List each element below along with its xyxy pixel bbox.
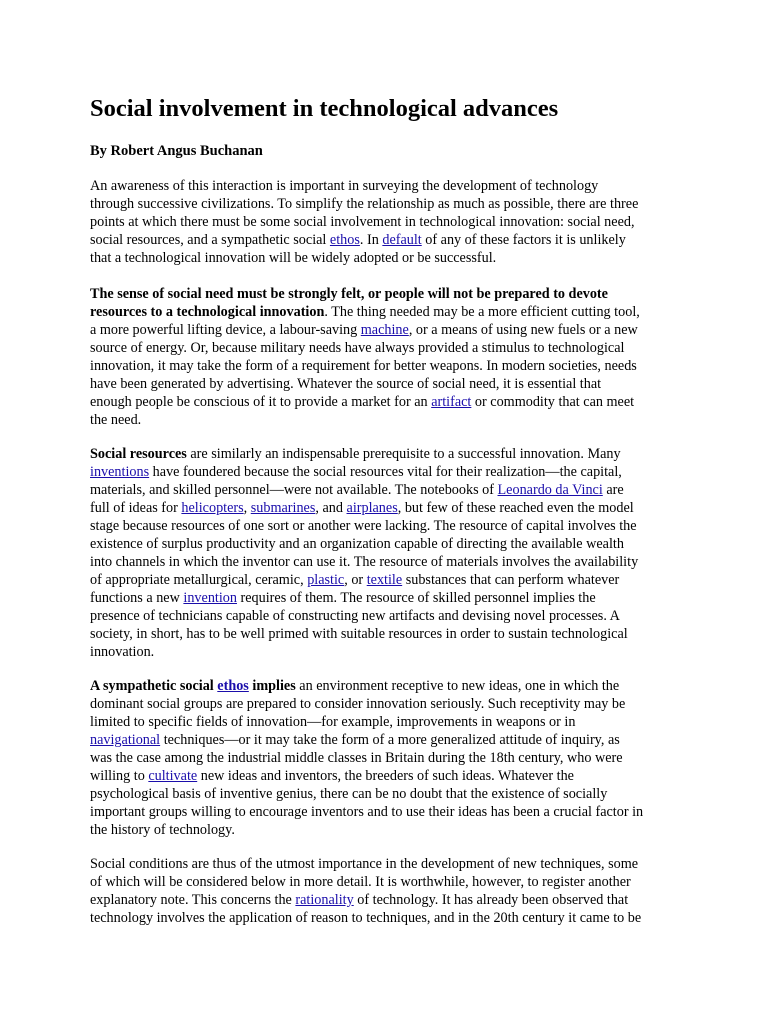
text-run: the need. [90,412,142,428]
text-line [90,357,690,375]
text-line [90,339,690,357]
text-run: was the case among the industrial middle classes in Britain during the 18th century, who were [90,750,623,766]
text-line [90,517,690,535]
text-run: technology involves the application of reason to techniques, and in the 20th century it came to be [90,910,642,926]
text-line [90,571,690,589]
text-run: points at which there must be some social involvement in technological innovation: social need, [90,214,635,230]
bold-text: implies [248,678,296,694]
text-run: through successive civilizations. To simplify the relationship as much as possible, there are three [90,196,639,212]
text-line [90,731,690,749]
text-run: full of ideas for [90,500,182,516]
text-line [90,607,690,625]
paragraph-social-need [90,285,690,429]
link-textile[interactable]: textile [366,572,403,588]
text-run: the history of technology. [90,822,235,838]
text-run: important groups willing to encourage inventors and to use their ideas has been a crucial factor in [90,804,644,820]
bold-text: resources to a technological innovation [90,304,325,320]
text-run: , or a means of using new fuels or a new [408,322,638,338]
text-line [90,855,690,873]
paragraph-social-conditions [90,855,690,927]
text-run: , [243,500,251,516]
text-line [90,481,690,499]
text-line [90,411,690,429]
text-line [90,803,690,821]
text-run: have foundered because the social resources vital for their realization—the capital, [149,464,622,480]
text-run: willing to [90,768,149,784]
text-line [90,177,690,195]
text-run: . In [359,232,383,248]
text-run: have been generated by advertising. Whatever the source of social need, it is essential that [90,376,602,392]
text-line [90,445,690,463]
text-line [90,909,690,927]
text-line [90,535,690,553]
text-run: that a technological innovation will be widely adopted or be successful. [90,250,497,266]
paragraph-sympathetic-ethos [90,677,690,839]
text-line [90,285,690,303]
link-helicopters[interactable]: helicopters [181,500,244,516]
text-line [90,393,690,411]
text-line [90,375,690,393]
text-run: new ideas and inventors, the breeders of such ideas. Whatever the [197,768,574,784]
text-run: innovation. [90,644,155,660]
bold-text: A sympathetic social [90,678,218,694]
text-run: Social conditions are thus of the utmost importance in the development of new techniques, some [90,856,639,872]
text-run: , but few of these reached even the model [397,500,634,516]
text-line [90,553,690,571]
text-line [90,821,690,839]
paragraph-intro [90,177,690,267]
text-run: or commodity that can meet [471,394,635,410]
text-line [90,713,690,731]
text-run: source of energy. Or, because military needs have always provided a stimulus to technological [90,340,625,356]
text-run: techniques—or it may take the form of a more generalized attitude of inquiry, as [160,732,620,748]
text-run: enough people be conscious of it to provide a market for an [90,394,432,410]
link-inventions[interactable]: inventions [90,464,150,480]
text-line [90,643,690,661]
link-ethos[interactable]: ethos [329,232,360,248]
text-line [90,589,690,607]
text-run: materials, and skilled personnel—were not available. The notebooks of [90,482,498,498]
bold-text: Social resources [90,446,187,462]
text-run: . The thing needed may be a more efficient cutting tool, [324,304,640,320]
text-line [90,463,690,481]
text-line [90,677,690,695]
text-run: presence of technicians capable of constructing new artifacts and devising novel processes. A [90,608,620,624]
text-run: of appropriate metallurgical, ceramic, [90,572,308,588]
text-run: stage because resources of one sort or another were lacking. The resource of capital involves the [90,518,637,534]
text-run: into channels in which the inventor can use it. The resource of materials involves the availability [90,554,639,570]
text-run: innovation, it may take the form of a requirement for better weapons. In modern societies, needs [90,358,637,374]
text-run: psychological basis of inventive genius, there can be no doubt that the existence of socially [90,786,608,802]
text-line [90,213,690,231]
link-rationality[interactable]: rationality [295,892,354,908]
text-run: existence of surplus productivity and an organization capable of directing the available wealth [90,536,624,552]
bold-text: The sense of social need must be strongly felt, or people will not be prepared to devote [90,286,608,302]
text-run: society, in short, has to be well primed with suitable resources in order to sustain technological [90,626,628,642]
text-line [90,303,690,321]
link-airplanes[interactable]: airplanes [346,500,398,516]
author-byline: By Robert Angus Buchanan [90,143,263,159]
link-submarines[interactable]: submarines [250,500,316,516]
text-run: An awareness of this interaction is important in surveying the development of technology [90,178,599,194]
link-plastic[interactable]: plastic [307,572,345,588]
link-invention[interactable]: invention [183,590,237,606]
text-line [90,499,690,517]
text-run: explanatory note. This concerns the [90,892,296,908]
link-artifact[interactable]: artifact [431,394,472,410]
text-line [90,321,690,339]
text-line [90,695,690,713]
text-run: requires of them. The resource of skilled personnel implies the [236,590,596,606]
text-run: a more powerful lifting device, a labour-saving [90,322,361,338]
text-run: are similarly an indispensable prerequisite to a successful innovation. Many [186,446,621,462]
link-cultivate[interactable]: cultivate [148,768,198,784]
text-run: an environment receptive to new ideas, one in which the [295,678,620,694]
text-run: of any of these factors it is unlikely [421,232,626,248]
link-leonardo-da-vinci[interactable]: Leonardo da Vinci [497,482,603,498]
text-run: dominant social groups are prepared to consider innovation seriously. Such receptivity may be [90,696,626,712]
text-run: functions a new [90,590,184,606]
link-navigational[interactable]: navigational [90,732,161,748]
text-run: substances that can perform whatever [402,572,620,588]
text-run: limited to specific fields of innovation—for example, improvements in weapons or in [90,714,576,730]
link-ethos[interactable]: ethos [217,678,249,694]
text-line [90,625,690,643]
text-run: , or [344,572,367,588]
text-line [90,873,690,891]
text-line [90,785,690,803]
text-run: , and [315,500,347,516]
text-line [90,195,690,213]
link-default[interactable]: default [382,232,422,248]
text-run: of technology. It has already been observed that [353,892,629,908]
text-line [90,249,690,267]
text-line [90,231,690,249]
link-machine[interactable]: machine [360,322,409,338]
text-run: of which will be considered below in more detail. It is worthwhile, however, to register another [90,874,631,890]
text-run: social resources, and a sympathetic social [90,232,330,248]
text-line [90,749,690,767]
paragraph-social-resources [90,445,690,661]
text-line [90,891,690,909]
text-run: are [602,482,624,498]
text-line [90,767,690,785]
page-title: Social involvement in technological advances [90,95,559,122]
